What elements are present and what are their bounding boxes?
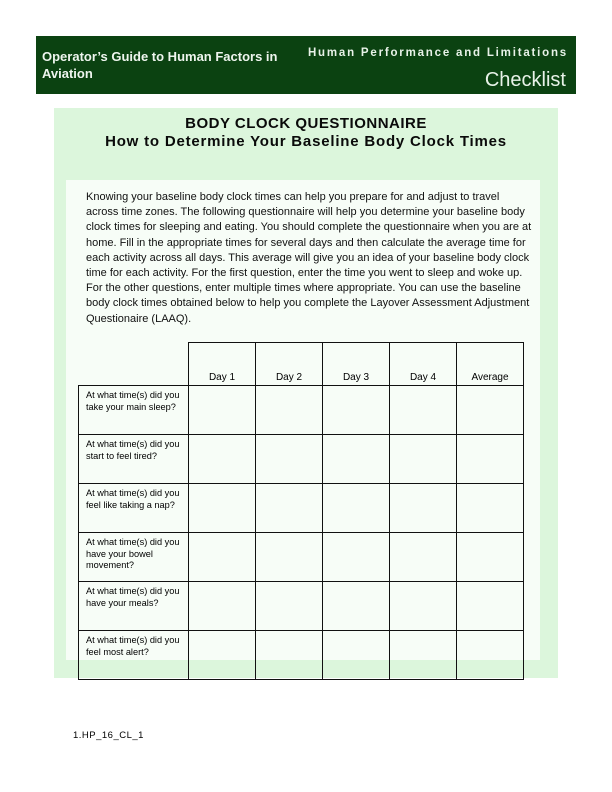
question-feel-tired: At what time(s) did you start to feel tired? [79, 435, 189, 484]
guide-title: Operator’s Guide to Human Factors in Aviation [42, 49, 278, 81]
average-cell[interactable] [457, 435, 524, 484]
column-header-day-3: Day 3 [323, 343, 390, 386]
entry-cell[interactable] [256, 533, 323, 582]
entry-cell[interactable] [323, 582, 390, 631]
average-cell[interactable] [457, 631, 524, 680]
entry-cell[interactable] [323, 386, 390, 435]
entry-cell[interactable] [323, 435, 390, 484]
entry-cell[interactable] [323, 533, 390, 582]
entry-cell[interactable] [390, 533, 457, 582]
doc-type-label: Checklist [484, 69, 566, 91]
entry-cell[interactable] [189, 631, 256, 680]
entry-cell[interactable] [189, 435, 256, 484]
question-nap: At what time(s) did you feel like taking a nap? [79, 484, 189, 533]
entry-cell[interactable] [256, 631, 323, 680]
entry-cell[interactable] [256, 386, 323, 435]
question-main-sleep: At what time(s) did you take your main sleep? [79, 386, 189, 435]
column-header-day-4: Day 4 [390, 343, 457, 386]
table-row [79, 435, 524, 484]
entry-cell[interactable] [189, 582, 256, 631]
entry-cell[interactable] [256, 582, 323, 631]
question-bowel-movement: At what time(s) did you have your bowel movement? [79, 533, 189, 582]
question-meals: At what time(s) did you have your meals? [79, 582, 189, 631]
section-title: Human Performance and Limitations [307, 47, 568, 59]
entry-cell[interactable] [323, 631, 390, 680]
entry-cell[interactable] [390, 582, 457, 631]
table-row [79, 484, 524, 533]
table-row [79, 533, 524, 582]
average-cell[interactable] [457, 484, 524, 533]
intro-paragraph: Knowing your baseline body clock times can help you prepare for and adjust to travel across time zones. The following questionnaire will help you determine your baseline body clock times for sleeping and eating. You should complete the questionnaire when you are at home. Fill in the appropriate times for several days and then calculate the average time for each activity across all days. This average will give you an idea of your baseline body clock time for each activity. For the first question, enter the time you went to sleep and woke up. For the other questions, enter multiple times where appropriate. You can use the baseline body clock times obtained below to help you complete the Layover Assessment Adjustment Questionaire (LAAQ). [86, 191, 532, 325]
questionnaire-body [66, 180, 540, 660]
body-clock-table [78, 342, 524, 680]
header-corner [79, 343, 189, 386]
column-header-day-1: Day 1 [189, 343, 256, 386]
document-code: 1.HP_16_CL_1 [73, 730, 144, 741]
entry-cell[interactable] [390, 631, 457, 680]
average-cell[interactable] [457, 386, 524, 435]
average-cell[interactable] [457, 582, 524, 631]
entry-cell[interactable] [189, 386, 256, 435]
table-row [79, 582, 524, 631]
entry-cell[interactable] [390, 484, 457, 533]
column-header-day-2: Day 2 [256, 343, 323, 386]
entry-cell[interactable] [189, 533, 256, 582]
entry-cell[interactable] [323, 484, 390, 533]
table-row [79, 631, 524, 680]
questionnaire-panel [54, 108, 558, 678]
questionnaire-title: BODY CLOCK QUESTIONNAIRE [185, 115, 427, 132]
column-header-average: Average [457, 343, 524, 386]
average-cell[interactable] [457, 533, 524, 582]
questionnaire-subtitle: How to Determine Your Baseline Body Clock Times [105, 133, 507, 150]
entry-cell[interactable] [390, 386, 457, 435]
entry-cell[interactable] [390, 435, 457, 484]
entry-cell[interactable] [256, 484, 323, 533]
table-row [79, 386, 524, 435]
entry-cell[interactable] [189, 484, 256, 533]
entry-cell[interactable] [256, 435, 323, 484]
table-header-row [79, 343, 524, 386]
question-most-alert: At what time(s) did you feel most alert? [79, 631, 189, 680]
page-header [36, 36, 576, 94]
